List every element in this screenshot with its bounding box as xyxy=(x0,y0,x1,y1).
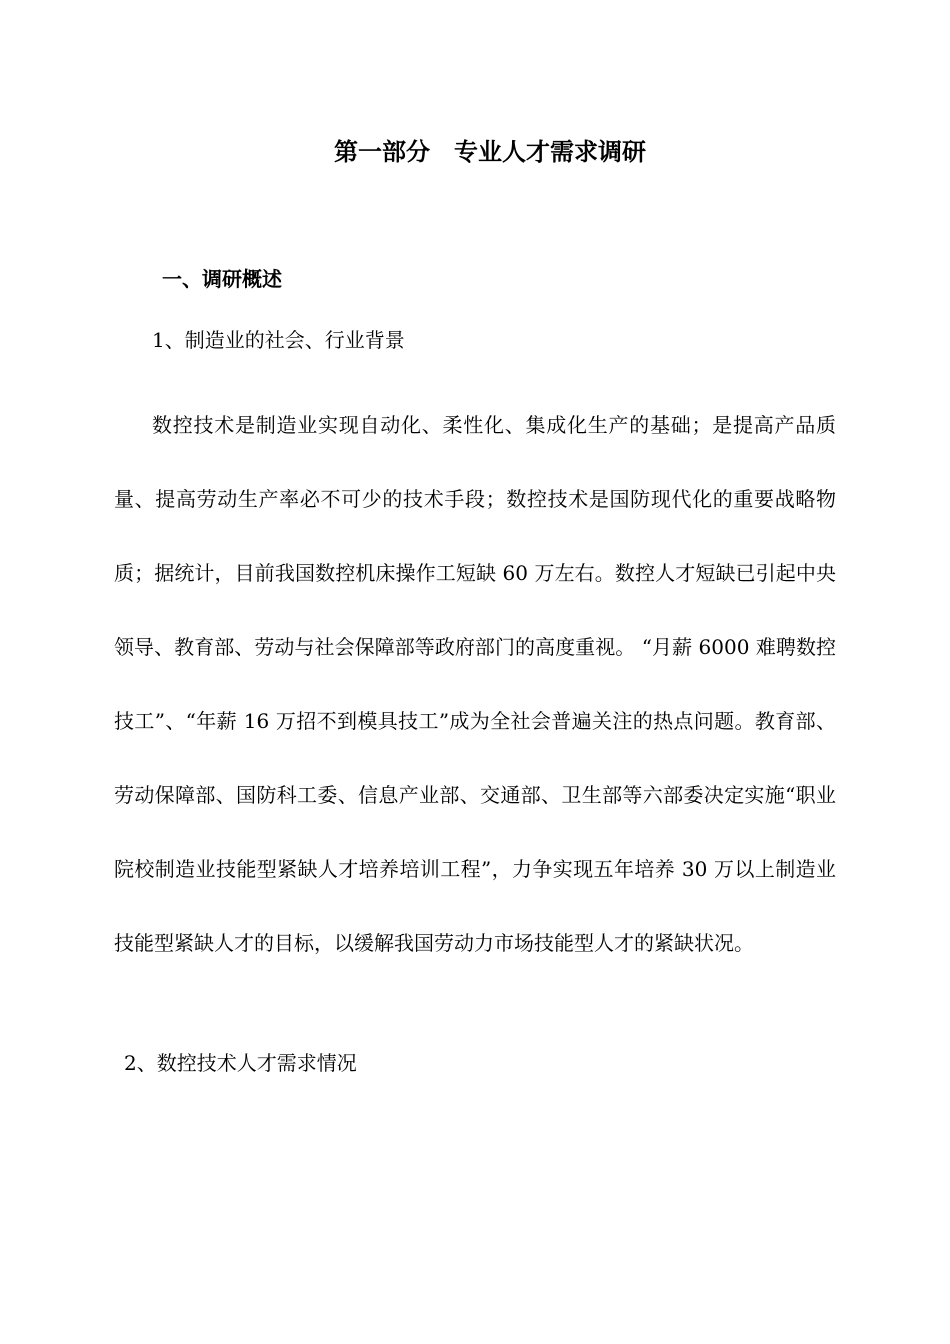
section-heading: 一、调研概述 xyxy=(162,267,282,291)
subheading-talent-demand: 2、数控技术人才需求情况 xyxy=(124,1051,357,1075)
body-paragraph: 数控技术是制造业实现自动化、柔性化、集成化生产的基础；是提高产品质量、提高劳动生产率必不可少的技术手段；数控技术是国防现代化的重要战略物质；据统计，目前我国数控机床操作工短缺 60 万左右。数控人才短缺已引起中央领导、教育部、劳动与社会保障部等政府部门的高度重视。 “月薪 6000 难聘数控技工”、“年薪 16 万招不到模具技工”成为全社会普遍关注的热点问题。教育部、劳动保障部、国防科工委、信息产业部、交通部、卫生部等六部委决定实施“职业院校制造业技能型紧缺人才培养培训工程”，力争实现五年培养 30 万以上制造业技能型紧缺人才的目标，以缓解我国劳动力市场技能型人才的紧缺状况。 xyxy=(114,413,836,955)
subheading-industry-background: 1、制造业的社会、行业背景 xyxy=(152,328,405,352)
page-title: 第一部分 专业人才需求调研 xyxy=(334,138,646,166)
